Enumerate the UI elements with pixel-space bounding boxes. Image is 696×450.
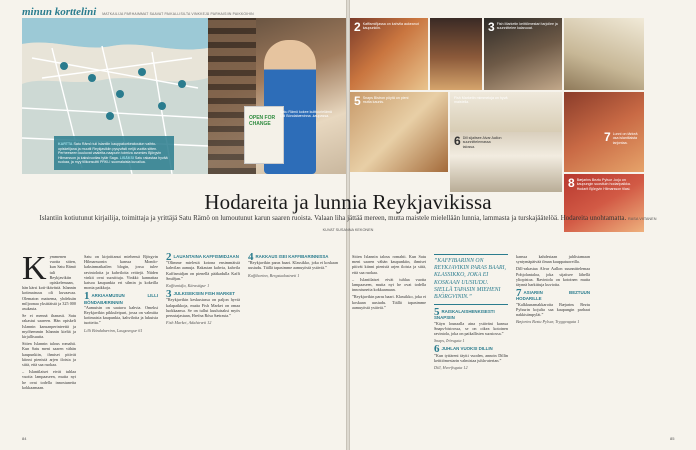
tip-number: 7 xyxy=(516,287,522,300)
tip-number: 1 xyxy=(84,290,90,303)
photo-label xyxy=(454,96,514,105)
tip-address: Snaps, Þórsgata 1 xyxy=(434,338,465,344)
tip-number: 3 xyxy=(166,288,172,301)
tip-number: 6 xyxy=(434,343,440,356)
tip-address: Kaffismidja, Kárastígur 1 xyxy=(166,283,210,289)
tip-6 xyxy=(434,343,508,371)
photo-fish-market-dish xyxy=(564,18,644,90)
left-col-2 xyxy=(84,254,158,335)
drop-cap: K xyxy=(22,250,47,287)
tip-address: Lilli Bóndabærinn, Laugavegur 61 xyxy=(84,327,143,333)
map-caption-lead: KARTTA xyxy=(58,142,73,146)
tip-address: Kaffibarinn, Bergstadastræti 1 xyxy=(248,272,300,278)
photo-caption: Fish Marketin keittiömestari tarjoilee ja suunnittelee kalaruoat. xyxy=(496,22,558,31)
tip-1 xyxy=(84,290,158,333)
tip-text: ”Reykjavikin keskustassa on paljon hyviä kalapaikkoja, mutta Fish Market on omaa luokkaansa. Se on tullut kuuluisaksi myös perustajastaan, Hrefna Rósa Sætrasta.” xyxy=(166,297,240,319)
tip-text: ”Kalkkunamakkaroita Bæjarins Beztu Pylsurin kojulta saa kaupungin parhaat nakkisämpylät.” xyxy=(516,301,590,318)
tip-title: JUHLAN VUOKSI DILLIN xyxy=(441,346,493,352)
tip-text: ”Kun tyttäreni täytti vuoden, annoin Dillin keittiömestarin valmistaa juhla-aterian.” xyxy=(434,352,508,363)
body-continue-2: – Islantilaiset eivät tuhlaa vuotta lampaaseen, mutta nyt he ovat todella innostuneita kokkaamaan. xyxy=(352,276,426,293)
tip-title: ASIARIIN BEZTUUN HODARILLE xyxy=(516,290,590,302)
photo-dill xyxy=(450,132,562,192)
photo-kitchen xyxy=(430,18,482,90)
body-p3: Sitten Islannin talous romahti. Kun Satu meni saaren vähän kaupunkiin, ihmiset pitivät kiinni pienistä arjen iloista ja siitä, että saa ruokaa. xyxy=(22,341,76,368)
city-map xyxy=(22,18,208,174)
tip-2 xyxy=(166,251,240,289)
tip-title: RAISKALAISHENKISESTI SNAPSIIN xyxy=(434,309,495,321)
tip-text: ”Reykjavikin paras baari. Klassikko, joka ei koskaan uusiudu. Tiällä tapasimme aamuyöstä ystäviä.” xyxy=(248,260,338,271)
tip-text: ”Olimme mielestä kotona ensimmäisiä kahvilan aamuja. Rakastan kahvia, kahvila Kaffismidjan on pienellä pääkadulla Kaffi Smiðjan.” xyxy=(166,260,240,281)
map-caption xyxy=(58,142,168,165)
body-continue: Sitten Islannin talous romahti. Kun Satu meni saaren vähän kaupunkiin, ihmiset pitivät kiinni pienistä arjen iloista ja siitä, että saa ruokaa. xyxy=(352,254,426,275)
photo-caption: Kaffismiðjassa on kahvila aukeanut kaupunkiin. xyxy=(362,22,419,31)
section-header xyxy=(22,6,254,18)
photo-number: 2 xyxy=(354,20,361,34)
tip-address: Bæjarins Beztu Pylsur, Tryggvagata 1 xyxy=(516,319,580,325)
body-col3-p2: Dill-rakastaa Alvar Aallon suunnittelemaa Pohjolantaloa, joka sijaitsee lähellä yliopistoa. Ravintola on kotoinen mutta täynnä harkittuja kuvioita. xyxy=(516,266,590,288)
tip-title: ARKIAAMUSUN LILLI BÓNDABÆRINNIN xyxy=(84,293,158,305)
photo-caption: Fish Marketin mimmeloja on hyvä maistella. xyxy=(454,96,508,105)
tip-number: 2 xyxy=(166,251,172,263)
article-lead-text: Islantiin kotiutunut kirjailija, toimittaja ja yrittäjä Satu Rämö on lumoutunut karun saaren ruoista. Valaan liha jättää mereen, mutta maistele mielellään lunnia, lammasta ja turskajäätelöä. Hodareita unohtamatta. xyxy=(39,214,627,222)
body-p2: Se ei mennä ihanasti. Satu rakastui saareen. Hän opiskeli Islannin kansanperinteettä ja myöhemmin Islannin kieltä ja kirjallisuutta. xyxy=(22,313,76,340)
photo-number: 6 xyxy=(454,134,461,148)
tip-text: ”Aamuisin on saatava kahvia. Omeksi Reykjavikin pikkuleipuri, jossa on valmiita kotimaisia kaupunkia, kahviloita ja lukuisia tuotteita.” xyxy=(84,304,158,326)
body-p5: Satu on kirjoittanut miehensä Björgvin Hilmarssonin kanssa Mondo-kaksinmatkailen blogin, jossa tulee ravintoloita ja kahviloita reittejä. Niiden vinkit ovat suosittuja. Vinkki: kannattaa katsoa kaupunkia eri silmin ja kokeilla monia paikkoja. xyxy=(84,254,158,291)
left-col-4 xyxy=(248,251,338,280)
photo-number: 5 xyxy=(354,94,361,108)
photo-caption: Dill sijaitsee Alvar Aallon suunnittelemassa talossa. xyxy=(462,136,502,149)
tip-5 xyxy=(434,306,508,344)
photo-label xyxy=(454,136,504,149)
section-tagline: MATKAILIJA PARHAIMMAT SAAVAT PAIKALLISILTA VINKKEJÄ PARHAISIIN PAIKKOIHIN xyxy=(102,12,254,16)
photo-caption: Snaps Bistron pöytä on pieni mutta kaunis. xyxy=(362,96,409,105)
tip-title: LAUANTAINA KAFFISMIDJAAN xyxy=(173,254,239,259)
map-caption-text-2: Satu rakastaa hyvää ruokaa, ja myy tilikonsultti PRKL! suomalaista kuvailua. xyxy=(58,155,168,165)
photo-label xyxy=(354,96,418,106)
photo-tote-bag xyxy=(244,106,284,164)
tip-text: ”Käyn lounaalla aina ystäväni kanssa Snaps-bistrossa, se on oikea kotoinen ravintola, joka on paikallisten suosiossa.” xyxy=(434,320,508,337)
left-col-3 xyxy=(166,251,240,327)
tip-title: JULKISEKSIIN FISH MARKET xyxy=(173,291,235,297)
photo-number: 3 xyxy=(488,20,495,34)
tote-bag-text: OPEN FOR CHANGE xyxy=(249,115,276,127)
map-caption-lead-2: LISÄKSI xyxy=(119,155,134,160)
tip-number: 5 xyxy=(434,306,440,319)
article-credit: RASA VIITANEN KUVAT SUSANNA KEKONEN xyxy=(322,217,657,232)
photo-caption: Lunni on tärkeä osa islantilaista tarjontaa. xyxy=(612,132,638,145)
map-caption-text: Satu Rämö tuli Islantiin kauppakorkeakoulun vaihto-opiskelijana ja muutti Reykjavikiin pysyvästi neljä vuotta sitten. Perheeseen kuuluvat vaaleita-naapurin toimiva avomies Björgvin Hilmarsson ja kaksivuotias tytär Saga. xyxy=(58,142,162,160)
tip-title: RAKKAUS ISEI KAFFIBARINNISSA xyxy=(255,254,329,259)
photo-label xyxy=(604,132,642,145)
article-lead xyxy=(34,213,662,235)
right-col-2 xyxy=(434,254,508,372)
tip-4 xyxy=(248,251,338,278)
photo-caption: Bæjarins Beztu Pylsur -koju on kaupungin suosituin hodaripaikka. Hodarit Björgvin Hilmarsson tilasi. xyxy=(576,178,631,191)
photo-label xyxy=(488,22,558,32)
body-col3-p1: kanssa kahdestaan juhlistamaan syntymäpäivää ilman kauppatuoreilla. xyxy=(516,254,590,265)
article-title: Hodareita ja lunnia Reykjavikissa xyxy=(204,190,492,214)
tip-7 xyxy=(516,287,590,325)
photo-number: 7 xyxy=(604,130,611,144)
body-continue-3: ”Reykjavikin paras baari. Klassikko, joka ei koskaan uusiudu. Tiällä tapasimme aamuyöstä ystäviä.” xyxy=(352,294,426,310)
tip-address: Dill, Hverfisgata 12 xyxy=(434,365,468,371)
photo-puffin-dish xyxy=(564,92,644,172)
photo-label xyxy=(354,22,424,32)
tip-3 xyxy=(166,288,240,326)
pull-quote: ”KAFFIBARINN ON REYKJAVIKIN PARAS BAARI, KLASSIKKO, JOKA EI KOSKAAN UUSIUDU. SIELLÄ TAPASIN MIEHENI BJÖRGVININ.” xyxy=(434,254,508,305)
right-col-3 xyxy=(516,254,590,326)
body-p4: – Islantilaiset eivät tuhlaa vuotta lampaaseen, mutta nyt he ovat todella innostuneita kokkaamaan. xyxy=(22,369,76,390)
right-col-1 xyxy=(352,254,426,312)
photo-satu-ramo xyxy=(208,18,346,174)
photo-snaps xyxy=(350,92,448,172)
tip-address: Fish Market, Adalstræti 12 xyxy=(166,320,212,326)
section-brand: minun korttelini xyxy=(22,6,97,18)
left-col-1 xyxy=(22,250,76,392)
photo-woman-caption: Satu Rämö kokee kulttuurielämä Lilli Bóndabæninna -kaupassa. xyxy=(280,110,332,119)
photo-kaffismidja xyxy=(350,18,428,90)
intro-text: ymmenen vuotta sitten, kun Satu Rämö tuli Reykjavikiin opiskelemaan, hän kärsi koti-ikävästä. Islannin kotimaisuus oli kuvaavaa. Olematon maisema, yhdeksän miljoonaa yksittäistä ja 325 000 asukasta. xyxy=(22,254,76,312)
folio-right: 85 xyxy=(670,436,675,441)
tip-number: 4 xyxy=(248,251,254,263)
photo-number: 8 xyxy=(568,176,575,190)
folio-left: 84 xyxy=(22,436,27,441)
photo-fish-market xyxy=(484,18,562,90)
